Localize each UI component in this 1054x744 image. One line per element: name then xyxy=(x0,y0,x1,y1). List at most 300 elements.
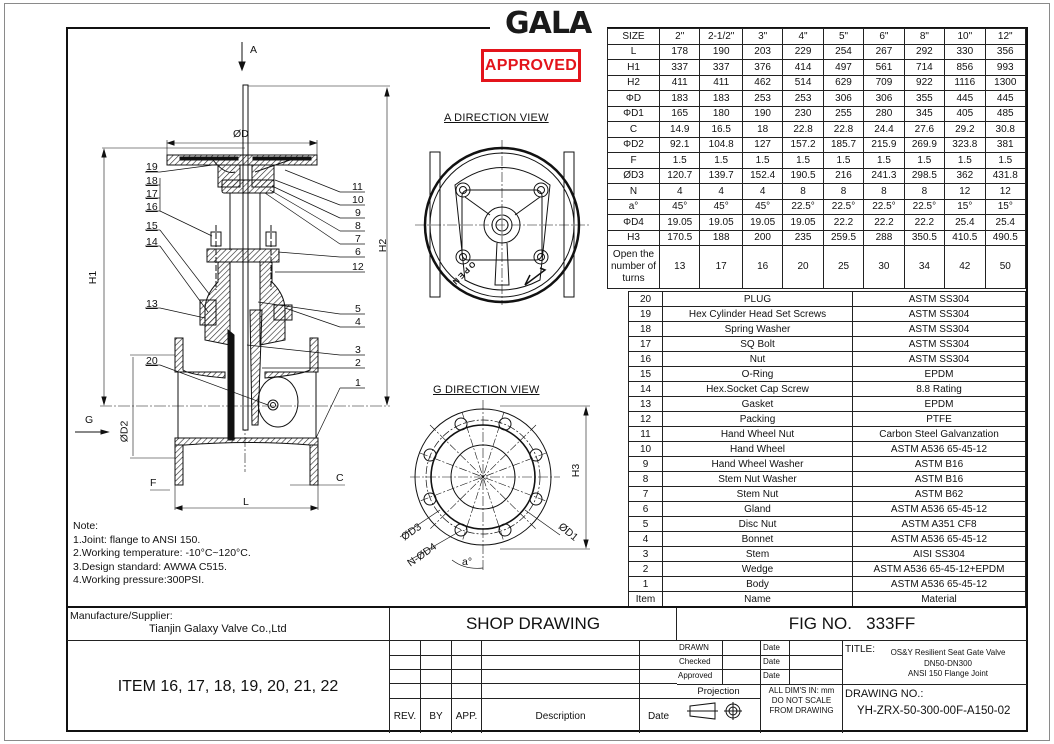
part-item-number: 1 xyxy=(629,577,663,592)
size-table-cell: 629 xyxy=(823,75,863,91)
callout-5: 5 xyxy=(355,303,361,315)
size-table-cell: 19.05 xyxy=(783,215,823,231)
part-item-number: 15 xyxy=(629,367,663,382)
part-name: Hex Cylinder Head Set Screws xyxy=(663,307,853,322)
size-table-cell: 22.2 xyxy=(904,215,944,231)
size-table-row xyxy=(608,122,1026,138)
rev-header-rev: REV. xyxy=(393,711,417,722)
parts-table-row xyxy=(629,307,1026,322)
part-material: EPDM xyxy=(853,367,1026,382)
size-table-cell: 19.05 xyxy=(660,215,700,231)
size-table-row xyxy=(608,246,1026,289)
size-table-cell: 22.5° xyxy=(823,199,863,215)
size-table-cell: 345 xyxy=(904,106,944,122)
part-name: SQ Bolt xyxy=(663,337,853,352)
rev-header-by: BY xyxy=(429,711,443,722)
size-table-cell: 298.5 xyxy=(904,168,944,184)
size-table-cell: 714 xyxy=(904,60,944,76)
dim-label-h2: H2 xyxy=(377,238,390,253)
size-table-cell: 411 xyxy=(660,75,700,91)
title-label: TITLE: xyxy=(845,644,876,655)
size-table-row-label: N xyxy=(608,184,660,200)
part-name: Gasket xyxy=(663,397,853,412)
part-material: EPDM xyxy=(853,397,1026,412)
parts-table-row xyxy=(629,562,1026,577)
dim-label-l: L xyxy=(243,496,249,508)
part-name: Packing xyxy=(663,412,853,427)
parts-table-row xyxy=(629,502,1026,517)
size-table-cell: 165 xyxy=(660,106,700,122)
parts-table-footer xyxy=(629,592,1026,607)
size-table-header-cell: 12" xyxy=(985,29,1025,45)
size-table-cell: 29.2 xyxy=(945,122,985,138)
size-table-row xyxy=(608,91,1026,107)
size-table-cell: 4 xyxy=(700,184,742,200)
size-table-cell: 188 xyxy=(700,230,742,246)
size-table-cell: 497 xyxy=(823,60,863,76)
size-table-cell: 190.5 xyxy=(783,168,823,184)
sign-role-drawn: DRAWN xyxy=(679,643,709,652)
parts-table-row xyxy=(629,577,1026,592)
size-table-cell: 45° xyxy=(700,199,742,215)
part-item-number: 19 xyxy=(629,307,663,322)
dim-label-angle: a° xyxy=(462,556,473,568)
dim-label-c: C xyxy=(336,472,344,484)
size-table-cell: 490.5 xyxy=(985,230,1025,246)
size-table-cell: 30.8 xyxy=(985,122,1025,138)
size-table-row-label: ΦD1 xyxy=(608,106,660,122)
size-table-row xyxy=(608,168,1026,184)
part-material: ASTM B16 xyxy=(853,472,1026,487)
size-table-row-label: ØD3 xyxy=(608,168,660,184)
part-name: Hand Wheel Nut xyxy=(663,427,853,442)
size-table-cell: 16 xyxy=(742,246,782,289)
size-table-cell: 254 xyxy=(823,44,863,60)
parts-table-row xyxy=(629,382,1026,397)
size-table-cell: 22.2 xyxy=(864,215,904,231)
callout-12: 12 xyxy=(352,261,364,273)
part-material: ASTM B62 xyxy=(853,487,1026,502)
size-table-cell: 22.5° xyxy=(904,199,944,215)
dimension-note xyxy=(761,686,842,716)
parts-footer-name: Name xyxy=(663,592,853,607)
size-table-cell: 120.7 xyxy=(660,168,700,184)
part-material: ASTM SS304 xyxy=(853,292,1026,307)
part-name: Spring Washer xyxy=(663,322,853,337)
part-material: AISI SS304 xyxy=(853,547,1026,562)
size-table-cell: 259.5 xyxy=(823,230,863,246)
size-table-cell: 414 xyxy=(783,60,823,76)
part-item-number: 14 xyxy=(629,382,663,397)
size-table-header-cell: 2" xyxy=(660,29,700,45)
size-table-cell: 269.9 xyxy=(904,137,944,153)
notes-block xyxy=(73,520,251,588)
size-table-cell: 18 xyxy=(742,122,782,138)
size-table-header-cell: SIZE xyxy=(608,29,660,45)
part-material: Carbon Steel Galvanzation xyxy=(853,427,1026,442)
size-table-cell: 22.2 xyxy=(823,215,863,231)
size-table-cell: 306 xyxy=(823,91,863,107)
size-table-cell: 922 xyxy=(904,75,944,91)
size-table-row xyxy=(608,75,1026,91)
size-table-cell: 1.5 xyxy=(742,153,782,169)
part-name: Hand Wheel xyxy=(663,442,853,457)
part-item-number: 12 xyxy=(629,412,663,427)
size-table-cell: 1.5 xyxy=(985,153,1025,169)
size-table-row-label: F xyxy=(608,153,660,169)
parts-table-row xyxy=(629,367,1026,382)
callout-20: 20 xyxy=(146,355,158,367)
size-table-row-label: L xyxy=(608,44,660,60)
size-table-cell: 203 xyxy=(742,44,782,60)
size-table-cell: 180 xyxy=(700,106,742,122)
view-arrow-label-a: A xyxy=(250,44,258,56)
size-table-cell: 253 xyxy=(783,91,823,107)
part-name: O-Ring xyxy=(663,367,853,382)
size-table-cell: 355 xyxy=(904,91,944,107)
part-item-number: 17 xyxy=(629,337,663,352)
size-table-cell: 1.5 xyxy=(700,153,742,169)
size-table-cell: 25 xyxy=(823,246,863,289)
callout-11: 11 xyxy=(352,181,363,193)
title-line: ANSI 150 Flange Joint xyxy=(907,669,989,678)
part-material: ASTM SS304 xyxy=(853,322,1026,337)
size-table-cell: 253 xyxy=(742,91,782,107)
size-table-cell: 14.9 xyxy=(660,122,700,138)
size-table-row-label: C xyxy=(608,122,660,138)
size-table-row xyxy=(608,44,1026,60)
size-table-cell: 431.8 xyxy=(985,168,1025,184)
part-item-number: 18 xyxy=(629,322,663,337)
callout-2: 2 xyxy=(355,357,361,369)
items-note: ITEM 16, 17, 18, 19, 20, 21, 22 xyxy=(67,641,390,733)
parts-table-row xyxy=(629,427,1026,442)
callout-3: 3 xyxy=(355,344,361,356)
parts-table-row xyxy=(629,292,1026,307)
size-table-cell: 1.5 xyxy=(660,153,700,169)
title-block xyxy=(67,606,1027,731)
sign-date-label: Date xyxy=(763,671,780,680)
size-table-cell: 30 xyxy=(864,246,904,289)
size-table-row-label: ΦD xyxy=(608,91,660,107)
size-table-cell: 24.4 xyxy=(864,122,904,138)
sign-date-label: Date xyxy=(763,643,780,652)
size-table-cell: 8 xyxy=(823,184,863,200)
part-item-number: 20 xyxy=(629,292,663,307)
size-table-cell: 709 xyxy=(864,75,904,91)
part-name: Disc Nut xyxy=(663,517,853,532)
part-name: Wedge xyxy=(663,562,853,577)
size-table-cell: 1.5 xyxy=(783,153,823,169)
dim-label-h3: H3 xyxy=(570,463,583,478)
part-material: ASTM A536 65-45-12 xyxy=(853,532,1026,547)
size-table-cell: 235 xyxy=(783,230,823,246)
size-table-header-cell: 4" xyxy=(783,29,823,45)
dim-label-od: ØD xyxy=(233,128,249,140)
part-material: PTFE xyxy=(853,412,1026,427)
drawing-number: YH-ZRX-50-300-00F-A150-02 xyxy=(857,705,1011,717)
part-item-number: 9 xyxy=(629,457,663,472)
parts-table-row xyxy=(629,532,1026,547)
size-table-cell: 22.8 xyxy=(783,122,823,138)
size-table-cell: 1.5 xyxy=(945,153,985,169)
drawing-no-label: DRAWING NO.: xyxy=(845,688,924,700)
part-item-number: 5 xyxy=(629,517,663,532)
size-table-header-cell: 8" xyxy=(904,29,944,45)
part-name: Bonnet xyxy=(663,532,853,547)
size-table-cell: 50 xyxy=(985,246,1025,289)
size-table-header-cell: 10" xyxy=(945,29,985,45)
part-item-number: 3 xyxy=(629,547,663,562)
size-table-row xyxy=(608,230,1026,246)
fig-number: FIG NO. 333FF xyxy=(677,608,1027,641)
size-table-cell: 157.2 xyxy=(783,137,823,153)
callout-1: 1 xyxy=(355,377,361,389)
dim-label-f: F xyxy=(150,477,157,489)
title-text xyxy=(845,646,1027,680)
size-table-cell: 22.5° xyxy=(783,199,823,215)
callout-8: 8 xyxy=(355,220,361,232)
size-table-row-label: a° xyxy=(608,199,660,215)
size-table-row xyxy=(608,137,1026,153)
size-table-row xyxy=(608,153,1026,169)
size-table-cell: 25.4 xyxy=(945,215,985,231)
size-table-cell: 1116 xyxy=(945,75,985,91)
callout-4: 4 xyxy=(355,316,361,328)
size-table-cell: 411 xyxy=(700,75,742,91)
size-table-cell: 19.05 xyxy=(742,215,782,231)
size-table-row xyxy=(608,215,1026,231)
size-table-cell: 410.5 xyxy=(945,230,985,246)
supplier-cell xyxy=(67,608,390,641)
size-table-row xyxy=(608,199,1026,215)
size-table-cell: 856 xyxy=(945,60,985,76)
size-table-cell: 178 xyxy=(660,44,700,60)
size-table-cell: 1300 xyxy=(985,75,1025,91)
size-table-cell: 13 xyxy=(660,246,700,289)
size-table-row-label: ΦD2 xyxy=(608,137,660,153)
size-table-cell: 104.8 xyxy=(700,137,742,153)
parts-table-row xyxy=(629,352,1026,367)
size-table-cell: 8 xyxy=(904,184,944,200)
size-table-cell: 22.5° xyxy=(864,199,904,215)
size-table-cell: 230 xyxy=(783,106,823,122)
rev-header-description: Description xyxy=(535,711,586,722)
part-material: ASTM A536 65-45-12 xyxy=(853,502,1026,517)
size-table-cell: 170.5 xyxy=(660,230,700,246)
size-table-cell: 267 xyxy=(864,44,904,60)
size-table-cell: 306 xyxy=(864,91,904,107)
supplier-name: Tianjin Galaxy Valve Co.,Ltd xyxy=(149,623,287,635)
size-table-cell: 25.4 xyxy=(985,215,1025,231)
size-table-cell: 190 xyxy=(742,106,782,122)
size-table-cell: 1.5 xyxy=(864,153,904,169)
part-material: 8.8 Rating xyxy=(853,382,1026,397)
parts-table-row xyxy=(629,397,1026,412)
size-table-cell: 362 xyxy=(945,168,985,184)
parts-table-row xyxy=(629,457,1026,472)
size-table-header-cell: 6" xyxy=(864,29,904,45)
part-item-number: 4 xyxy=(629,532,663,547)
size-table-cell: 337 xyxy=(700,60,742,76)
size-table-cell: 27.6 xyxy=(904,122,944,138)
part-name: Body xyxy=(663,577,853,592)
size-table-cell: 445 xyxy=(945,91,985,107)
size-table-cell: 16.5 xyxy=(700,122,742,138)
size-table-cell: 229 xyxy=(783,44,823,60)
size-table-cell: 405 xyxy=(945,106,985,122)
rev-header-date: Date xyxy=(647,711,670,722)
parts-table-row xyxy=(629,547,1026,562)
sign-role-approved: Approved xyxy=(678,671,713,680)
dim-label-n-od4: N-ØD4 xyxy=(405,540,439,570)
size-table-cell: 15° xyxy=(985,199,1025,215)
part-item-number: 13 xyxy=(629,397,663,412)
part-material: ASTM SS304 xyxy=(853,307,1026,322)
company-logo: GALA xyxy=(505,6,592,41)
part-item-number: 8 xyxy=(629,472,663,487)
size-table-row xyxy=(608,60,1026,76)
dimension-note-line: DO NOT SCALE xyxy=(771,696,832,705)
a-direction-view-title: A DIRECTION VIEW xyxy=(444,112,549,124)
size-table-cell: 462 xyxy=(742,75,782,91)
callout-7: 7 xyxy=(355,233,361,245)
size-table-cell: 12 xyxy=(985,184,1025,200)
size-table-cell: 376 xyxy=(742,60,782,76)
note-line: 1.Joint: flange to ANSI 150. xyxy=(73,533,201,546)
approved-stamp: APPROVED xyxy=(481,49,581,82)
size-table-cell: 127 xyxy=(742,137,782,153)
part-item-number: 10 xyxy=(629,442,663,457)
size-table-cell: 15° xyxy=(945,199,985,215)
note-line: 4.Working pressure:300PSI. xyxy=(73,574,205,586)
note-line: 2.Working temperature: -10°C~120°C. xyxy=(73,547,251,559)
size-table-cell: 280 xyxy=(864,106,904,122)
callout-15: 15 xyxy=(146,220,158,232)
size-table-cell: 4 xyxy=(742,184,782,200)
size-table-cell: 152.4 xyxy=(742,168,782,184)
part-name: Gland xyxy=(663,502,853,517)
size-table-cell: 45° xyxy=(660,199,700,215)
size-table-cell: 92.1 xyxy=(660,137,700,153)
parts-table-row xyxy=(629,412,1026,427)
dimension-note-line: FROM DRAWING xyxy=(769,706,834,715)
size-table-header-cell: 3" xyxy=(742,29,782,45)
part-item-number: 16 xyxy=(629,352,663,367)
size-table-cell: 45° xyxy=(742,199,782,215)
callout-18: 18 xyxy=(146,175,158,187)
size-table-cell: 185.7 xyxy=(823,137,863,153)
parts-table-row xyxy=(629,517,1026,532)
size-table-cell: 337 xyxy=(660,60,700,76)
parts-table-row xyxy=(629,472,1026,487)
callout-13: 13 xyxy=(146,298,158,310)
parts-footer-item: Item xyxy=(629,592,663,607)
size-table-row xyxy=(608,184,1026,200)
size-table-cell: 514 xyxy=(783,75,823,91)
callout-6: 6 xyxy=(355,246,361,258)
size-table-cell: 17 xyxy=(700,246,742,289)
size-table-cell: 292 xyxy=(904,44,944,60)
part-item-number: 7 xyxy=(629,487,663,502)
view-arrow-label-g: G xyxy=(85,414,94,426)
size-table-header xyxy=(608,29,1026,45)
part-item-number: 6 xyxy=(629,502,663,517)
part-material: ASTM A351 CF8 xyxy=(853,517,1026,532)
sign-role-checked: Checked xyxy=(679,657,711,666)
size-table-cell: 561 xyxy=(864,60,904,76)
projection-label: Projection xyxy=(697,686,740,697)
part-name: Nut xyxy=(663,352,853,367)
size-table-cell: 19.05 xyxy=(700,215,742,231)
size-table-cell: 12 xyxy=(945,184,985,200)
size-table-cell: 200 xyxy=(742,230,782,246)
size-table-cell: 20 xyxy=(783,246,823,289)
title-line: DN50-DN300 xyxy=(923,658,973,668)
size-table-row-label: H3 xyxy=(608,230,660,246)
third-angle-projection-icon xyxy=(687,701,752,723)
size-table-cell: 288 xyxy=(864,230,904,246)
supplier-label: Manufacture/Supplier: xyxy=(70,610,173,622)
size-table-cell: 445 xyxy=(985,91,1025,107)
part-material: ASTM A536 65-45-12+EPDM xyxy=(853,562,1026,577)
open-direction-text: OPEN xyxy=(449,259,478,288)
size-table-cell: 4 xyxy=(660,184,700,200)
parts-table-row xyxy=(629,322,1026,337)
part-item-number: 11 xyxy=(629,427,663,442)
size-table-cell: 381 xyxy=(985,137,1025,153)
size-table-cell: 34 xyxy=(904,246,944,289)
size-table-cell: 485 xyxy=(985,106,1025,122)
size-table-row-label: H1 xyxy=(608,60,660,76)
size-table-row-label: ΦD4 xyxy=(608,215,660,231)
callout-17: 17 xyxy=(146,188,158,200)
part-material: ASTM A536 65-45-12 xyxy=(853,442,1026,457)
callout-10: 10 xyxy=(352,194,364,206)
g-direction-view-title: G DIRECTION VIEW xyxy=(433,384,540,396)
callout-14: 14 xyxy=(146,236,158,248)
callout-9: 9 xyxy=(355,207,361,219)
size-table-cell: 1.5 xyxy=(904,153,944,169)
size-table-header-cell: 5" xyxy=(823,29,863,45)
callout-16: 16 xyxy=(146,201,158,213)
rev-header-app: APP. xyxy=(455,711,478,722)
a-direction-view xyxy=(415,140,590,305)
part-name: Hex.Socket Cap Screw xyxy=(663,382,853,397)
size-table-cell: 993 xyxy=(985,60,1025,76)
size-table-cell: 216 xyxy=(823,168,863,184)
parts-table-row xyxy=(629,337,1026,352)
shop-drawing-title: SHOP DRAWING xyxy=(390,608,677,641)
size-table-cell: 255 xyxy=(823,106,863,122)
size-table-row-label: Open the number of turns xyxy=(608,246,660,289)
size-table-cell: 8 xyxy=(783,184,823,200)
parts-footer-material: Material xyxy=(853,592,1026,607)
parts-table-row xyxy=(629,487,1026,502)
notes-title: Note: xyxy=(73,520,99,532)
size-table-cell: 190 xyxy=(700,44,742,60)
note-line: 3.Design standard: AWWA C515. xyxy=(73,560,227,573)
size-table-cell: 1.5 xyxy=(823,153,863,169)
size-table-row-label: H2 xyxy=(608,75,660,91)
size-table-cell: 323.8 xyxy=(945,137,985,153)
size-table-cell: 356 xyxy=(985,44,1025,60)
part-name: Stem Nut xyxy=(663,487,853,502)
size-table-header-cell: 2-1/2" xyxy=(700,29,742,45)
part-material: ASTM A536 65-45-12 xyxy=(853,577,1026,592)
part-material: ASTM SS304 xyxy=(853,337,1026,352)
dim-label-od2: ØD2 xyxy=(118,420,131,443)
